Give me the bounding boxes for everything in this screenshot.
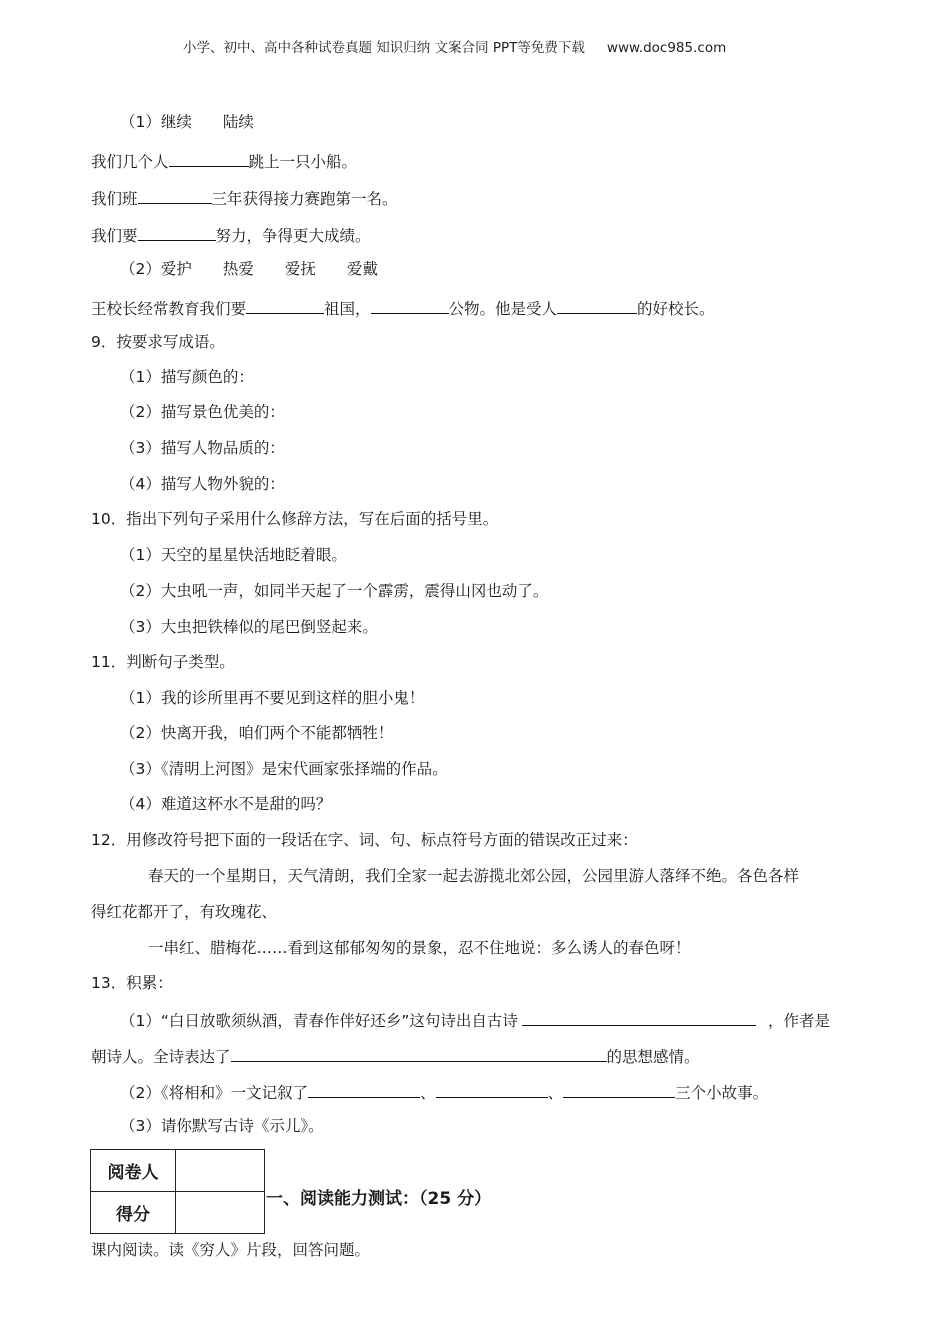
q8-sentence-3 [91,224,371,246]
q9-item: （3）描写人物品质的： [120,439,285,457]
q11-item: （4）难道这杯水不是甜的吗？ [120,795,332,813]
q8-s3-start: 我们要 [91,227,138,245]
answer-blank[interactable] [563,1081,675,1098]
q12-title: 12．用修改符号把下面的一段话在字、词、句、标点符号方面的错误改正过来： [91,831,638,849]
score-cell[interactable] [176,1192,265,1234]
q8-part1-label: （1）继续 陆续 [120,113,254,131]
q9-item: （2）描写景色优美的： [120,403,285,421]
q12-passage-line-1: 春天的一个星期日，天气清朗，我们全家一起去游揽北郊公园，公园里游人落绎不绝。各色各样 [148,867,800,885]
q11-item: （3）《清明上河图》是宋代画家张择端的作品。 [120,760,448,778]
q9-item: （4）描写人物外貌的： [120,475,285,493]
q12-passage-line-3: 一串红、腊梅花……看到这郁郁匆匆的景象，忍不住地说：多么诱人的春色呀！ [148,939,691,957]
q8-s4-a: 王校长经常教育我们要 [91,300,247,318]
q13-sep: 、 [547,1084,564,1102]
q13-p1-end: 的思想感情。 [606,1048,700,1066]
q13-p1-text: （1）“白日放歌须纵酒，青春作伴好还乡”这句诗出自古诗 [120,1012,518,1030]
q13-p1-author: ，作者是 [767,1012,830,1030]
q10-item: （3）大虫把铁棒似的尾巴倒竖起来。 [120,618,378,636]
answer-blank[interactable] [308,1081,420,1098]
answer-blank[interactable] [231,1045,607,1062]
section-title: 一、阅读能力测试：（25 分） [266,1189,492,1209]
q8-s2-start: 我们班 [91,190,138,208]
answer-blank[interactable] [246,297,324,314]
reading-intro: 课内阅读。读《穷人》片段，回答问题。 [91,1241,371,1259]
q13-p2-text: （2）《将相和》一文记叙了 [120,1084,309,1102]
answer-blank[interactable] [371,297,449,314]
q8-s4-c: 公物。他是受人 [448,300,558,318]
answer-blank[interactable] [436,1081,548,1098]
q8-s4-d: 的好校长。 [637,300,715,318]
q8-s1-end: 跳上一只小船。 [248,153,358,171]
q13-p1-cont: 朝诗人。全诗表达了 [91,1048,231,1066]
q13-p2-end: 三个小故事。 [675,1084,769,1102]
q11-item: （1）我的诊所里再不要见到这样的胆小鬼！ [120,689,425,707]
q8-s3-end: 努力，争得更大成绩。 [215,227,371,245]
answer-blank[interactable] [138,187,212,204]
q8-sentence-1 [91,150,357,172]
q12-passage-line-2: 得红花都开了，有玫瑰花、 [91,903,278,921]
q8-sentence-4 [91,297,715,319]
answer-blank[interactable] [169,150,249,167]
answer-blank[interactable] [557,297,637,314]
reviewer-cell[interactable] [176,1150,265,1192]
q10-item: （1）天空的星星快活地眨着眼。 [120,546,347,564]
header-url: www.doc985.com [606,40,727,56]
header-text: 小学、初中、高中各种试卷真题 知识归纳 文案合同 PPT等免费下载 [183,40,585,56]
score-table [90,1149,265,1234]
q8-s2-end: 三年获得接力赛跑第一名。 [211,190,398,208]
score-label: 得分 [91,1192,176,1234]
q13-part1-line2 [91,1045,700,1067]
q13-part2 [120,1081,768,1103]
q8-sentence-2 [91,187,398,209]
q13-sep: 、 [420,1084,436,1102]
q9-item: （1）描写颜色的： [120,368,254,386]
q8-s1-start: 我们几个人 [91,153,169,171]
q13-part3: （3）请你默写古诗《示儿》。 [120,1117,324,1135]
q9-title: 9．按要求写成语。 [91,333,225,351]
q11-title: 11．判断句子类型。 [91,653,235,671]
answer-blank[interactable] [522,1009,756,1026]
q8-s4-b: 祖国， [324,300,371,318]
q8-part2-label: （2）爱护 热爱 爱抚 爱戴 [120,260,378,278]
q11-item: （2）快离开我，咱们两个不能都牺牲！ [120,724,394,742]
page-header [183,36,726,56]
q13-part1-line1 [120,1009,830,1031]
reviewer-label: 阅卷人 [91,1150,176,1192]
answer-blank[interactable] [138,224,216,241]
q10-title: 10．指出下列句子采用什么修辞方法，写在后面的括号里。 [91,510,499,528]
q13-title: 13．积累： [91,974,173,992]
q10-item: （2）大虫吼一声，如同半天起了一个霹雳，震得山冈也动了。 [120,582,549,600]
